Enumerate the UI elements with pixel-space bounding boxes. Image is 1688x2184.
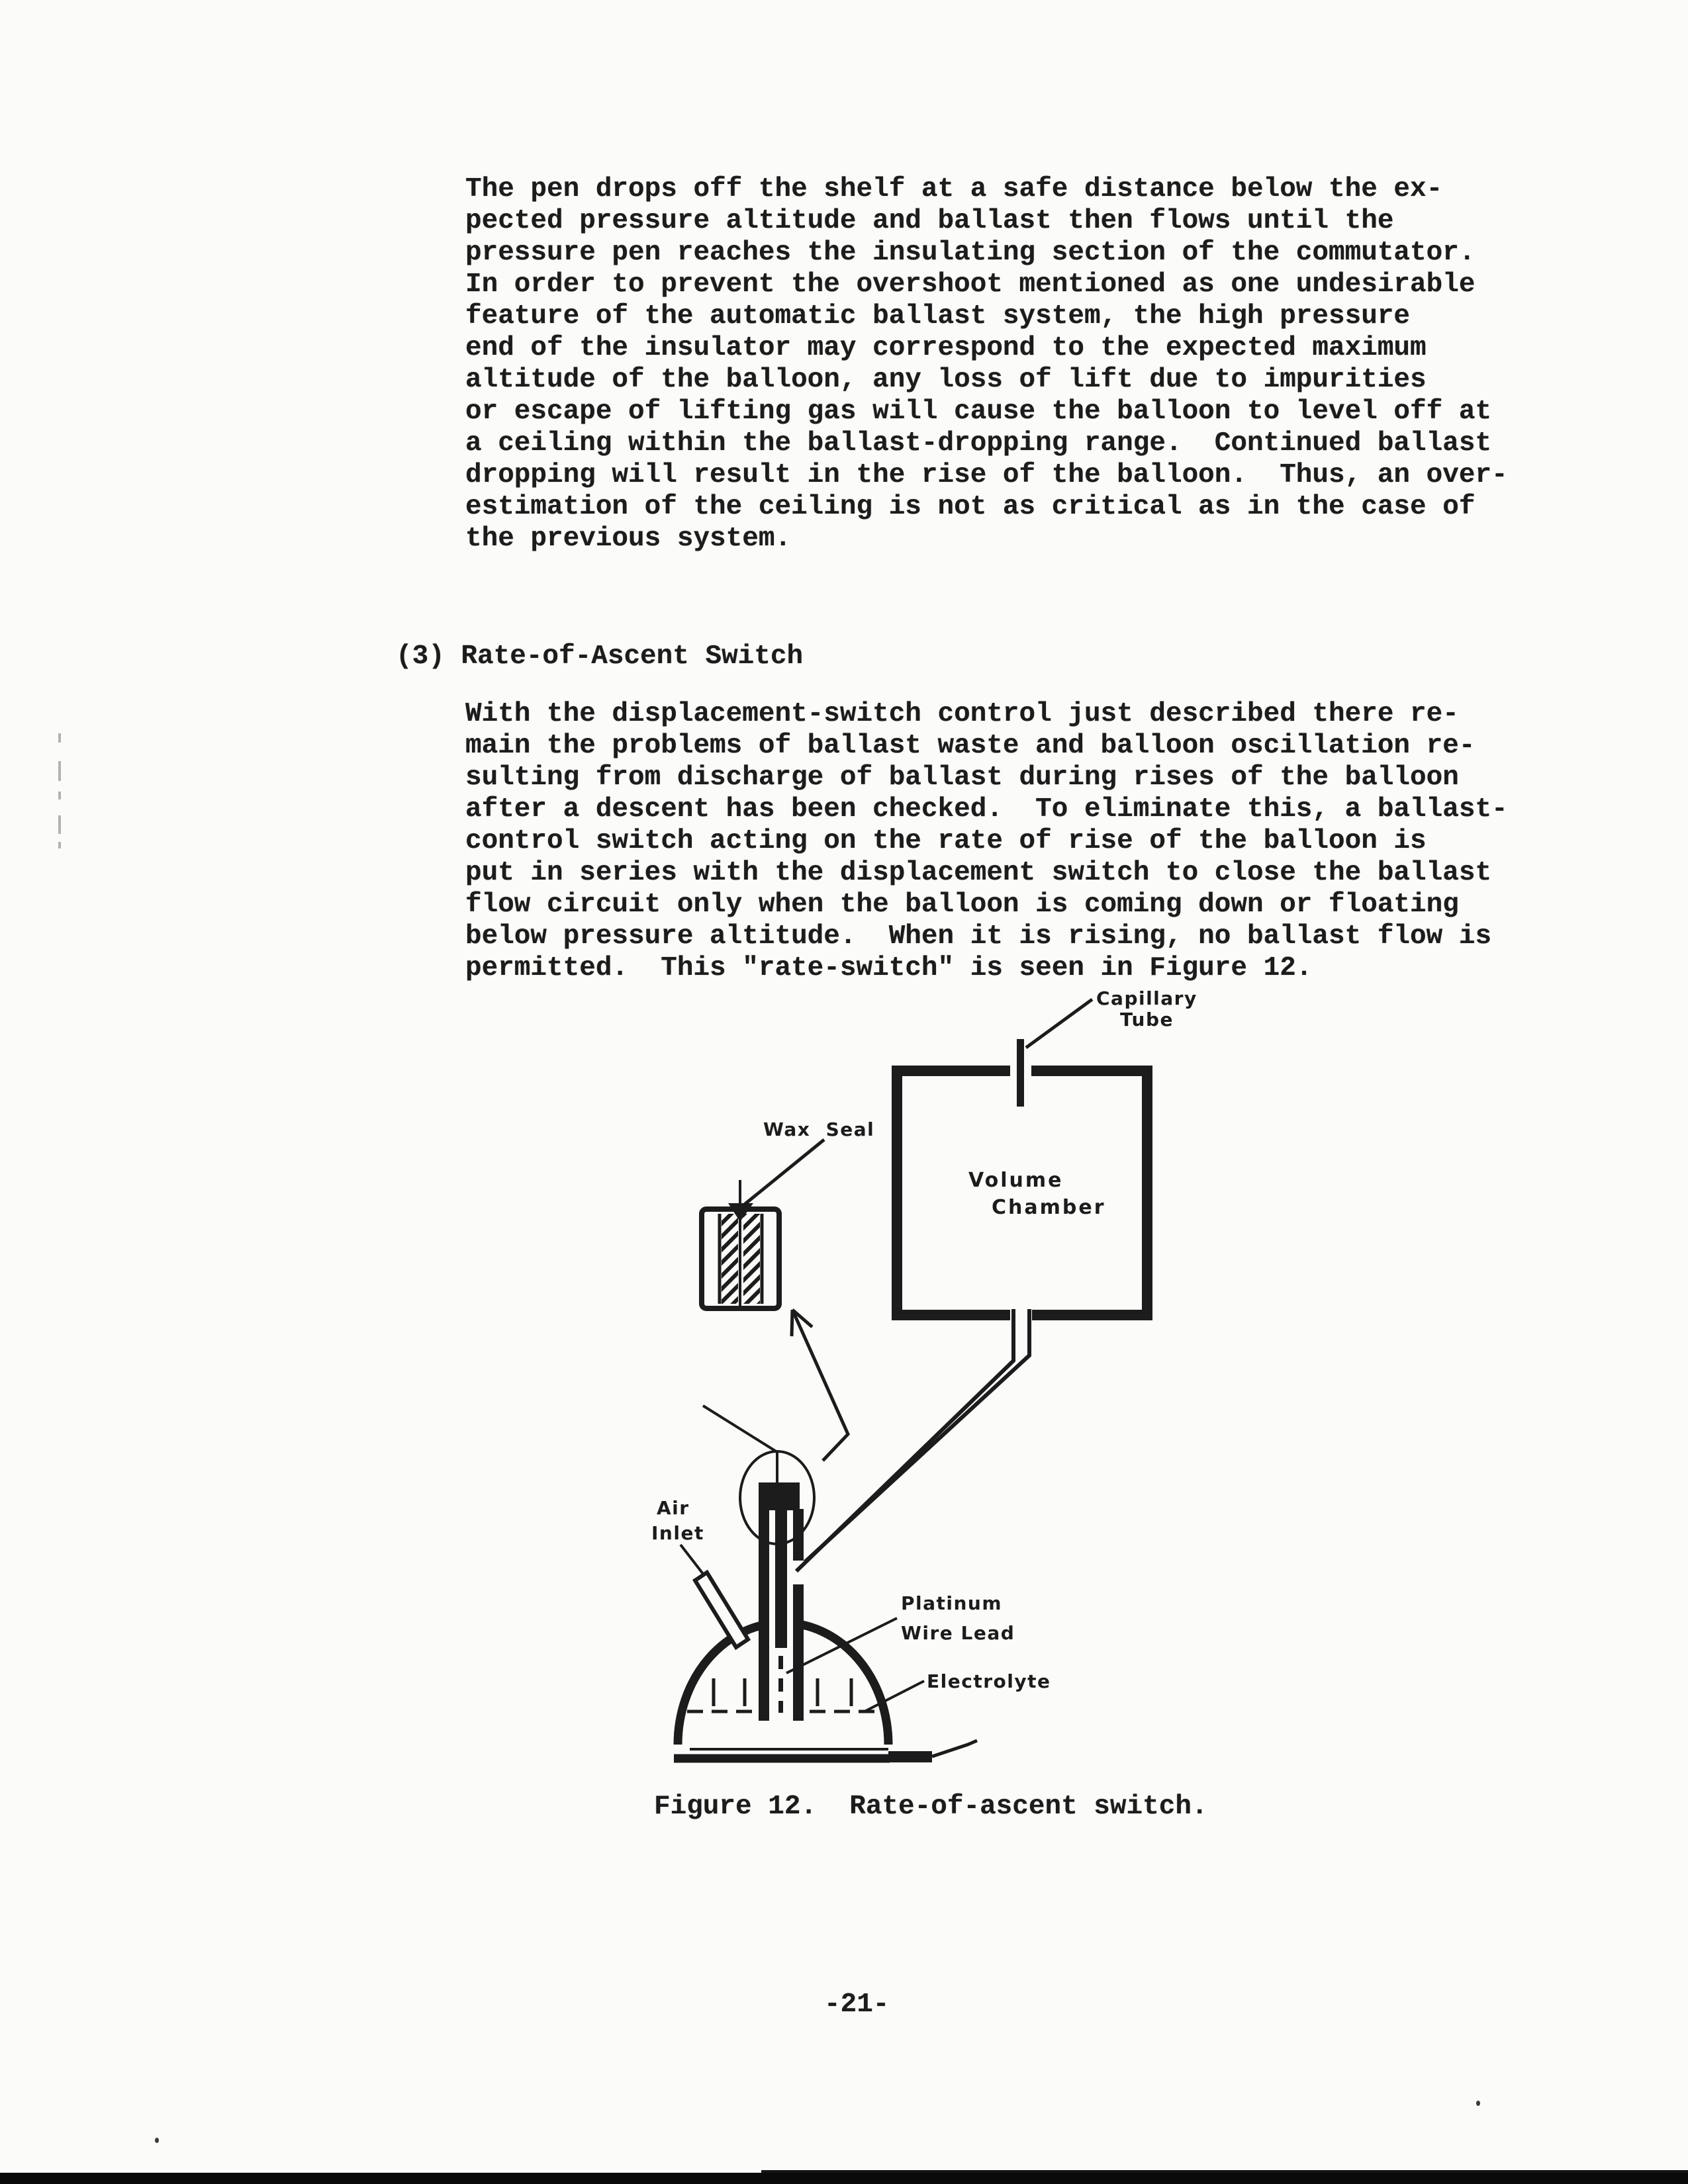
label-electrolyte: Electrolyte [927, 1670, 1051, 1692]
platinum-wire [775, 1509, 787, 1648]
text-line: or escape of lifting gas will cause the balloon to level off at [465, 396, 1492, 427]
label-air-inlet-line-1: Air [657, 1497, 690, 1519]
wax-seal-leader-arrow [743, 1140, 824, 1206]
external-wire-lead [888, 1751, 932, 1762]
tube-seal-cap [759, 1482, 800, 1510]
volume-chamber-box [897, 1071, 1147, 1315]
page-number-wrap [824, 1989, 889, 2021]
scan-speck [1476, 2101, 1480, 2106]
wire-above-cap [703, 1406, 777, 1482]
figure-12-diagram [629, 960, 1225, 1794]
text-line: put in series with the displacement switch to close the ballast [465, 858, 1492, 888]
text-line: estimation of the ceiling is not as critical as in the case of [465, 492, 1476, 522]
text-line: main the problems of ballast waste and balloon oscillation re- [465, 731, 1476, 761]
air-inlet-leader-line [680, 1545, 703, 1574]
air-inlet-tube [695, 1572, 748, 1647]
label-platinum-wire-lead-line-2: Wire Lead [901, 1622, 1015, 1644]
scan-bottom-bar [0, 2173, 1688, 2184]
paragraph-2 [465, 698, 1508, 984]
text-line: In order to prevent the overshoot mentioned as one undesirable [465, 269, 1476, 300]
text-line: after a descent has been checked. To eliminate this, a ballast- [465, 794, 1508, 825]
text-line: below pressure altitude. When it is rising, no ballast flow is [465, 921, 1492, 952]
label-air-inlet-line-2: Inlet [651, 1522, 704, 1544]
connecting-tube-inner-line [805, 1309, 1029, 1562]
label-platinum-wire-lead-line-1: Platinum [901, 1592, 1003, 1614]
scan-speck [155, 2138, 159, 2143]
paragraph-1 [465, 173, 1508, 555]
text-line: sulting from discharge of ballast during rises of the balloon [465, 762, 1459, 793]
text-line: pressure pen reaches the insulating section of the commutator. [465, 238, 1476, 268]
text-line: With the displacement-switch control just described there re- [465, 699, 1459, 729]
page-number: -21- [824, 1989, 890, 2020]
external-wire-tail [932, 1741, 977, 1756]
text-line: flow circuit only when the balloon is coming down or floating [465, 889, 1459, 920]
text-line: feature of the automatic ballast system, the high pressure [465, 301, 1411, 332]
section-heading-wrap [396, 641, 803, 672]
capillary-tube [1017, 1039, 1024, 1107]
text-line: dropping will result in the rise of the balloon. Thus, an over- [465, 460, 1508, 490]
label-volume-chamber-line-1: Volume [968, 1169, 1064, 1192]
text-line: pected pressure altitude and ballast then flows until the [465, 206, 1394, 236]
figure-caption: Figure 12. Rate-of-ascent switch. [654, 1792, 1208, 1822]
connecting-tube-outer-line [796, 1309, 1013, 1571]
text-line: control switch acting on the rate of rise of the balloon is [465, 826, 1427, 856]
label-wax-seal: Wax Seal [763, 1118, 875, 1140]
text-line: altitude of the balloon, any loss of lift due to impurities [465, 365, 1427, 395]
text-line: end of the insulator may correspond to the expected maximum [465, 333, 1427, 363]
label-capillary-tube-line-2: Tube [1120, 1009, 1174, 1030]
text-line: permitted. This "rate-switch" is seen in Figure 12. [465, 953, 1313, 983]
text-line: a ceiling within the ballast-dropping range. Continued ballast [465, 428, 1492, 459]
label-volume-chamber-line-2: Chamber [992, 1196, 1106, 1219]
capillary-leader-line [1026, 999, 1092, 1048]
label-capillary-tube-line-1: Capillary [1096, 987, 1197, 1009]
section-heading: (3) Rate-of-Ascent Switch [396, 641, 804, 672]
text-line: The pen drops off the shelf at a safe distance below the ex- [465, 174, 1443, 205]
figure-caption-wrap [654, 1791, 1208, 1823]
text-line: the previous system. [465, 523, 792, 554]
detail-reference-arrow [792, 1310, 848, 1461]
wax-seal-detail [702, 1180, 779, 1308]
